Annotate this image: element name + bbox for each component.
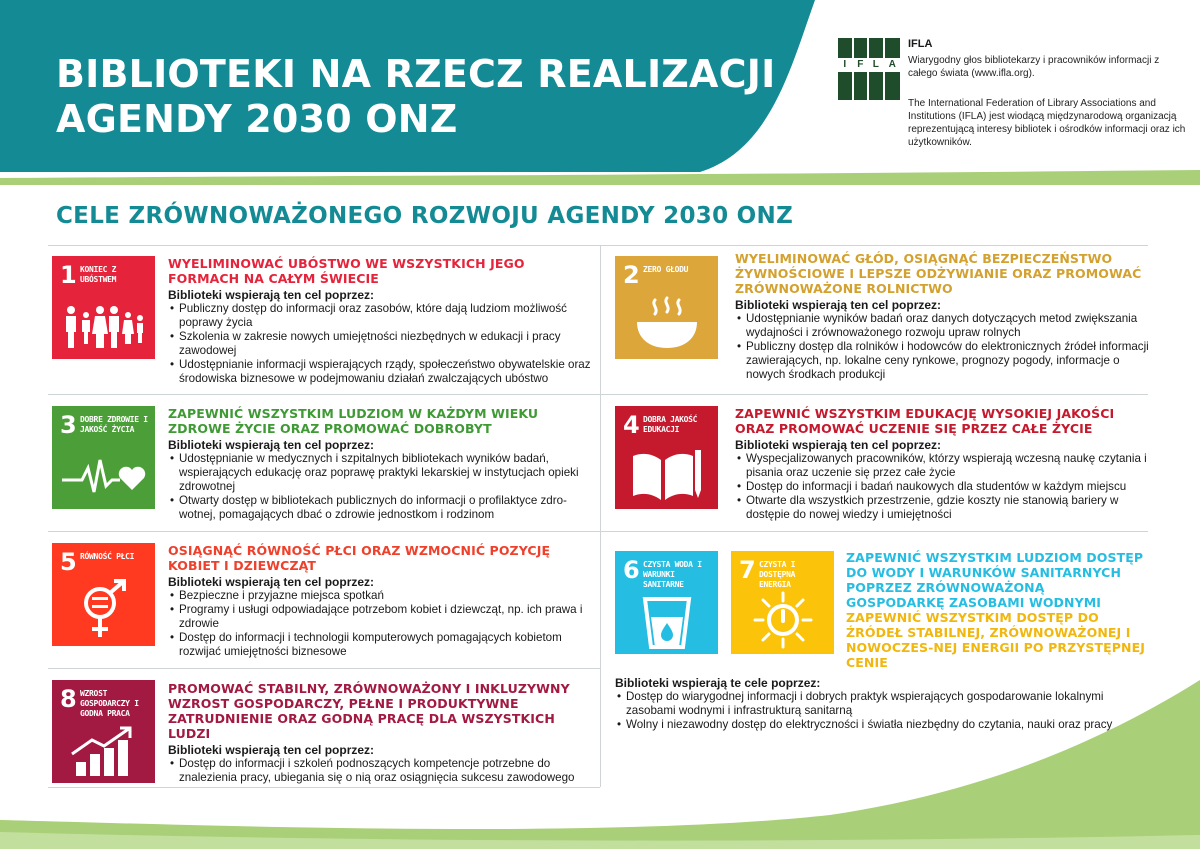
sdg-tile-3: 3 DOBRE ZDROWIE I JAKOŚĆ ŻYCIA [52, 406, 155, 509]
divider [48, 394, 1148, 395]
goal-4-bullets [735, 452, 1155, 522]
goal-4-support-label: Biblioteki wspierają ten cel poprzez: [735, 438, 942, 452]
bullet: • Bezpieczne i przyjazne miejsca spotkań [168, 589, 593, 603]
divider [48, 245, 1148, 246]
goal-1-bullets [168, 302, 593, 386]
bullet: • Szkolenia w zakresie nowych umiejętności niezbędnych w edukacji i pracy zawodowej [168, 330, 593, 358]
goal-3-title: ZAPEWNIĆ WSZYSTKIM LUDZIOM W KAŻDYM WIEKU ZDROWE ŻYCIE ORAZ PROMOWAĆ DOBROBYT [168, 406, 539, 436]
sdg-tile-8: 8 WZROST GOSPODARCZY I GODNA PRACA [52, 680, 155, 783]
book-pencil-icon [631, 448, 703, 502]
bullet: • Publiczny dostęp dla rolników i hodowców do elektronicznych źródeł informacji zawierających, np. lokalne ceny rynkowe, prognozy pogody, informacje o nowych środkach produkcji [735, 340, 1155, 382]
bullet: • Dostęp do informacji i badań naukowych dla studentów w każdym miejscu [735, 480, 1155, 494]
goal-2-text [735, 251, 1155, 382]
bullet: • Dostęp do informacji i technologii komputerowych pomagających kobietom rozwijać umiejętności biznesowe [168, 631, 593, 659]
family-icon [62, 302, 146, 352]
sdg-tile-6: 6 CZYSTA WODA I WARUNKI SANITARNE [615, 551, 718, 654]
sun-power-icon [751, 589, 815, 651]
heartbeat-icon [60, 450, 148, 500]
goal-8-text [168, 681, 593, 785]
bullet: • Publiczny dostęp do informacji oraz zasobów, które dają ludziom możliwość poprawy życia [168, 302, 593, 330]
gender-equality-icon [76, 579, 132, 641]
goal-3-text [168, 406, 593, 522]
bowl-icon [633, 296, 701, 354]
bullet: • Wolny i niezawodny dostęp do elektryczności i światła niezbędny do czytania, nauki oraz pracy [615, 718, 1155, 732]
goal-8-title: PROMOWAĆ STABILNY, ZRÓWNOWAŻONY I INKLUZYWNY WZROST GOSPODARCZY, PEŁNE I PRODUKTYWNE ZATRUDNIENIE ORAZ GODNĄ PRACĘ DLA WSZYSTKICH LUDZI [168, 681, 570, 741]
sdg-tile-7: 7 CZYSTA I DOSTĘPNA ENERGIA [731, 551, 834, 654]
divider [48, 668, 600, 669]
ifla-logo: I F L A [838, 38, 900, 100]
column-divider [600, 245, 601, 787]
goal-8-bullets [168, 757, 593, 785]
page-title: BIBLIOTEKI NA RZECZ REALIZACJI AGENDY 2030 ONZ [56, 52, 776, 141]
goal-3-support-label: Biblioteki wspierają ten cel poprzez: [168, 438, 375, 452]
goal-6-title: ZAPEWNIĆ WSZYSTKIM LUDZIOM DOSTĘP DO WODY I WARUNKÓW SANITARNYCH POPRZEZ ZRÓWNOWAŻONĄ GOSPODARKĘ ZASOBAMI WODNYMI [846, 550, 1144, 610]
goal-4-title: ZAPEWNIĆ WSZYSTKIM EDUKACJĘ WYSOKIEJ JAKOŚCI ORAZ PROMOWAĆ UCZENIE SIĘ PRZEZ CAŁE ŻYCIE [735, 406, 1115, 436]
goal-5-title: OSIĄGNĄĆ RÓWNOŚĆ PŁCI ORAZ WZMOCNIĆ POZYCJĘ KOBIET I DZIEWCZĄT [168, 543, 551, 573]
goal-4-text [735, 406, 1155, 522]
sdg-tile-5: 5 RÓWNOŚĆ PŁCI [52, 543, 155, 646]
section-subtitle: CELE ZRÓWNOWAŻONEGO ROZWOJU AGENDY 2030 ONZ [56, 203, 794, 229]
divider [48, 531, 1148, 532]
goal-5-text [168, 543, 593, 659]
bullet: • Udostępnianie wyników badań oraz danych dotyczących metod zwiększania wydajności i zrównoważonego rozwoju upraw rolnych [735, 312, 1155, 340]
bullet: • Dostęp do informacji i szkoleń podnoszących kompetencje potrzebne do znalezienia pracy, ubiegania się o nią oraz osiągnięcia sukcesu zawodowego [168, 757, 593, 785]
divider [48, 787, 600, 788]
goal-6-7-support [615, 674, 1155, 732]
goal-2-bullets [735, 312, 1155, 382]
goal-2-title: WYELIMINOWAĆ GŁÓD, OSIĄGNĄĆ BEZPIECZEŃSTWO ŻYWNOŚCIOWE I LEPSZE ODŻYWIANIE ORAZ PROMOWAĆ ZRÓWNOWAŻONE ROLNICTWO [735, 251, 1142, 296]
goal-7-title: ZAPEWNIĆ WSZYSTKIM DOSTĘP DO ŹRÓDEŁ STABILNEJ, ZRÓWNOWAŻONEJ I NOWOCZES-NEJ ENERGII PO PRZYSTĘPNEJ CENIE [846, 610, 1145, 670]
bullet: • Dostęp do wiarygodnej informacji i dobrych praktyk wspierających gospodarowanie lokalnymi zasobami wodnymi i infrastrukturą sanitarną [615, 690, 1155, 718]
sdg-tile-4: 4 DOBRA JAKOŚĆ EDUKACJI [615, 406, 718, 509]
ifla-tagline: Wiarygodny głos bibliotekarzy i pracowników informacji z całego świata (www.ifla.org). [908, 55, 1160, 79]
goal-2-support-label: Biblioteki wspierają ten cel poprzez: [735, 298, 942, 312]
goal-1-title: WYELIMINOWAĆ UBÓSTWO WE WSZYSTKICH JEGO FORMACH NA CAŁYM ŚWIECIE [168, 256, 525, 286]
goal-5-bullets [168, 589, 593, 659]
bullet: • Otwarte dla wszystkich przestrzenie, gdzie koszty nie stanowią bariery w dostępie do nowej wiedzy i umiejętności [735, 494, 1155, 522]
bullet: • Wyspecjalizowanych pracowników, którzy wspierają wczesną naukę czytania i pisania oraz uczenie się przez całe życie [735, 452, 1155, 480]
sdg-tile-1: 1 KONIEC Z UBÓSTWEM [52, 256, 155, 359]
sdg-tile-2: 2 ZERO GŁODU [615, 256, 718, 359]
water-glass-icon [639, 595, 695, 651]
goal-3-bullets [168, 452, 593, 522]
ifla-description: The International Federation of Library Associations and Institutions (IFLA) jest wiodącą międzynarodową organizacją reprezentującą interesy bibliotek i ośrodków informacji oraz ich użytkowników. [908, 98, 1186, 148]
goal-6-7-support-label: Biblioteki wspierają te cele poprzez: [615, 676, 821, 690]
bullet: • Udostępnianie informacji wspierających rządy, społeczeństwo obywatelskie oraz środowiska biznesowe w podejmowaniu działań zwalczających ubóstwo [168, 358, 593, 386]
growth-chart-icon [70, 724, 140, 778]
goal-8-support-label: Biblioteki wspierają ten cel poprzez: [168, 743, 375, 757]
bullet: • Udostępnianie w medycznych i szpitalnych bibliotekach wyników badań, wspierających edukację oraz poprawę praktyki lekarskiej w instytucjach opieki zdrowotnej [168, 452, 593, 494]
ifla-name: IFLA [908, 38, 933, 50]
goal-1-support-label: Biblioteki wspierają ten cel poprzez: [168, 288, 375, 302]
goal-5-support-label: Biblioteki wspierają ten cel poprzez: [168, 575, 375, 589]
goal-6-7-bullets [615, 690, 1155, 732]
bullet: • Programy i usługi odpowiadające potrzebom kobiet i dziewcząt, np. ich prawa i zdrowie [168, 603, 593, 631]
bullet: • Otwarty dostęp w bibliotekach publicznych do informacji o profilaktyce zdro-wotnej, pomagających dbać o zdrowie jednostkom i rodzinom [168, 494, 593, 522]
goal-6-7-titles [846, 550, 1146, 670]
goal-1-text [168, 256, 593, 386]
